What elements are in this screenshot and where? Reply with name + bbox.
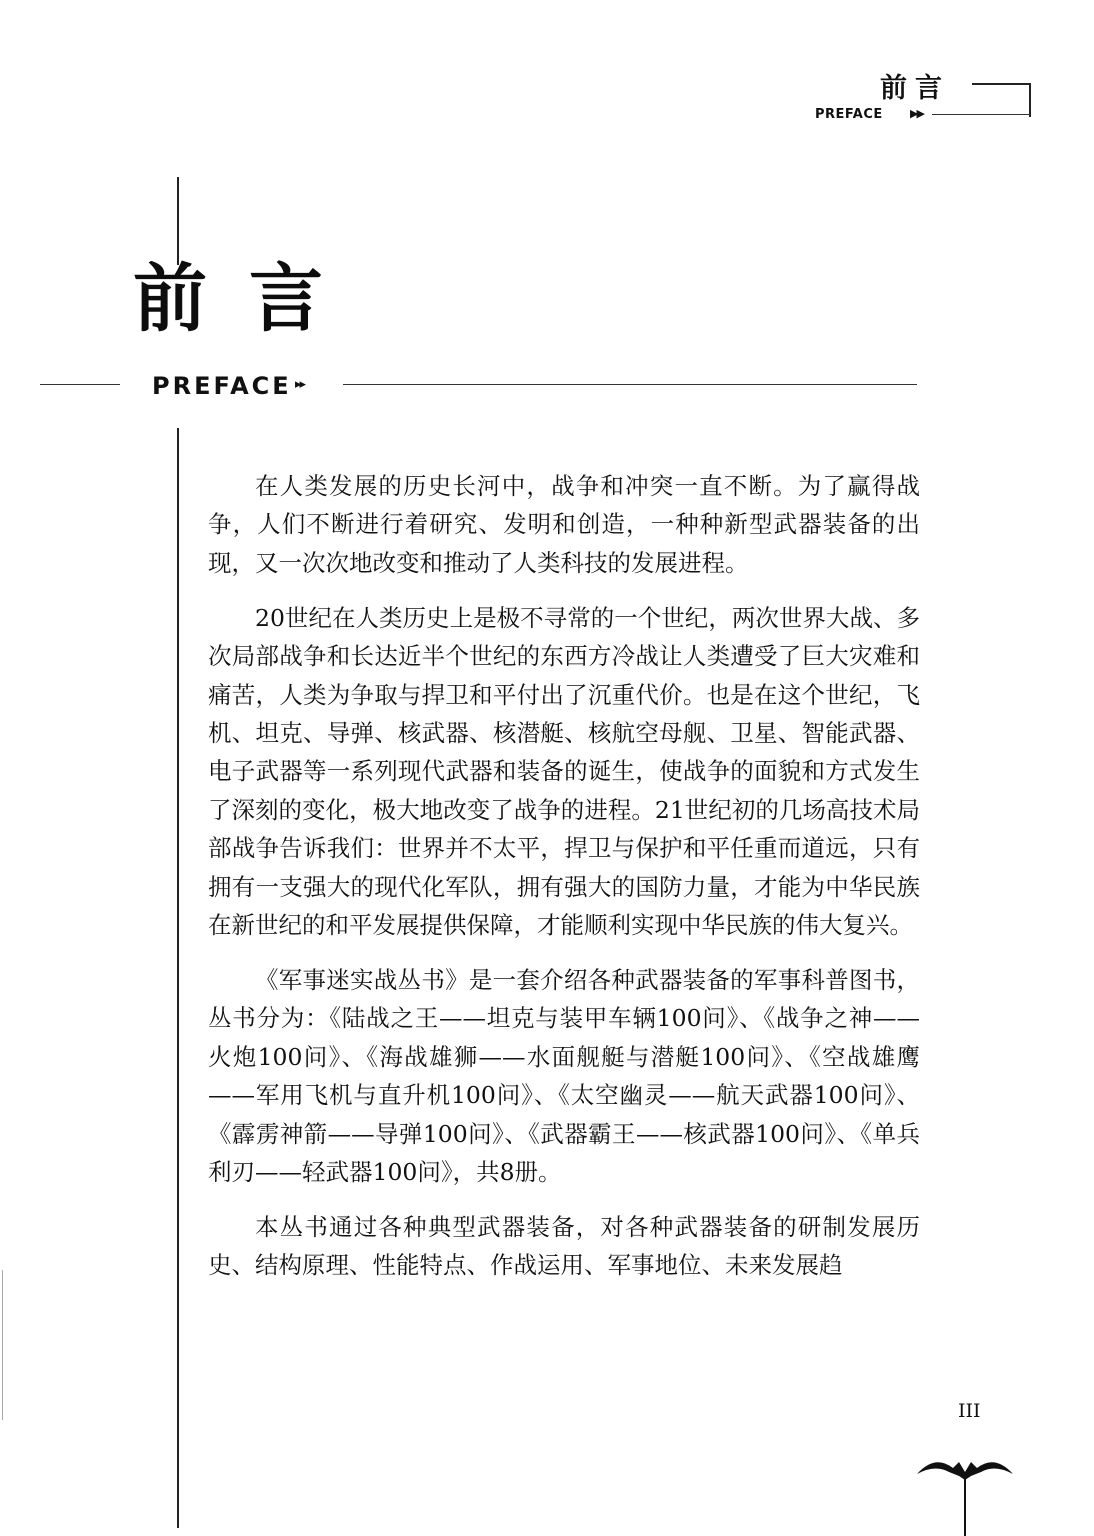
heading-vertical-rule bbox=[177, 177, 179, 265]
running-header-subtitle: PREFACE bbox=[815, 107, 883, 122]
running-header-rule-vertical bbox=[1029, 83, 1031, 117]
running-header-subtitle-rule bbox=[932, 114, 1030, 115]
running-header-rule bbox=[972, 83, 1030, 85]
body-vertical-rule bbox=[177, 428, 179, 1528]
body-text bbox=[208, 467, 920, 1301]
running-header-arrows-icon: ▶▶ bbox=[910, 107, 923, 120]
page-number: III bbox=[958, 1400, 981, 1422]
running-header-title: 前言 bbox=[880, 73, 950, 104]
subtitle-rule-right bbox=[343, 384, 917, 385]
footer-ornament-icon bbox=[915, 1436, 1015, 1536]
subtitle-rule-left bbox=[40, 384, 120, 385]
paragraph-2: 20世纪在人类历史上是极不寻常的一个世纪，两次世界大战、多次局部战争和长达近半个世纪的东西方冷战让人类遭受了巨大灾难和痛苦，人类为争取与捍卫和平付出了沉重代价。也是在这个世纪，飞机、坦克、导弹、核武器、核潜艇、核航空母舰、卫星、智能武器、电子武器等一系列现代武器和装备的诞生，使战争的面貌和方式发生了深刻的变化，极大地改变了战争的进程。21世纪初的几场高技术局部战争告诉我们：世界并不太平，捍卫与保护和平任重而道远，只有拥有一支强大的现代化军队，拥有强大的国防力量，才能为中华民族在新世纪的和平发展提供保障，才能顺利实现中华民族的伟大复兴。 bbox=[208, 603, 920, 939]
chapter-arrows-icon: ▸▸ bbox=[295, 377, 305, 392]
scan-edge-mark bbox=[2, 1270, 3, 1420]
paragraph-4: 本丛书通过各种典型武器装备，对各种武器装备的研制发展历史、结构原理、性能特点、作战运用、军事地位、未来发展趋 bbox=[208, 1212, 920, 1280]
chapter-subtitle: PREFACE bbox=[152, 372, 292, 400]
paragraph-1: 在人类发展的历史长河中，战争和冲突一直不断。为了赢得战争，人们不断进行着研究、发明和创造，一种种新型武器装备的出现，又一次次地改变和推动了人类科技的发展进程。 bbox=[208, 472, 920, 577]
paragraph-3: 《军事迷实战丛书》是一套介绍各种武器装备的军事科普图书，丛书分为：《陆战之王——坦克与装甲车辆100问》、《战争之神——火炮100问》、《海战雄狮——水面舰艇与潜艇100问》、《空战雄鹰——军用飞机与直升机100问》、《太空幽灵——航天武器100问》、《霹雳神箭——导弹100问》、《武器霸王——核武器100问》、《单兵利刃——轻武器100问》，共8册。 bbox=[208, 965, 920, 1186]
chapter-title: 前言 bbox=[133, 256, 365, 342]
